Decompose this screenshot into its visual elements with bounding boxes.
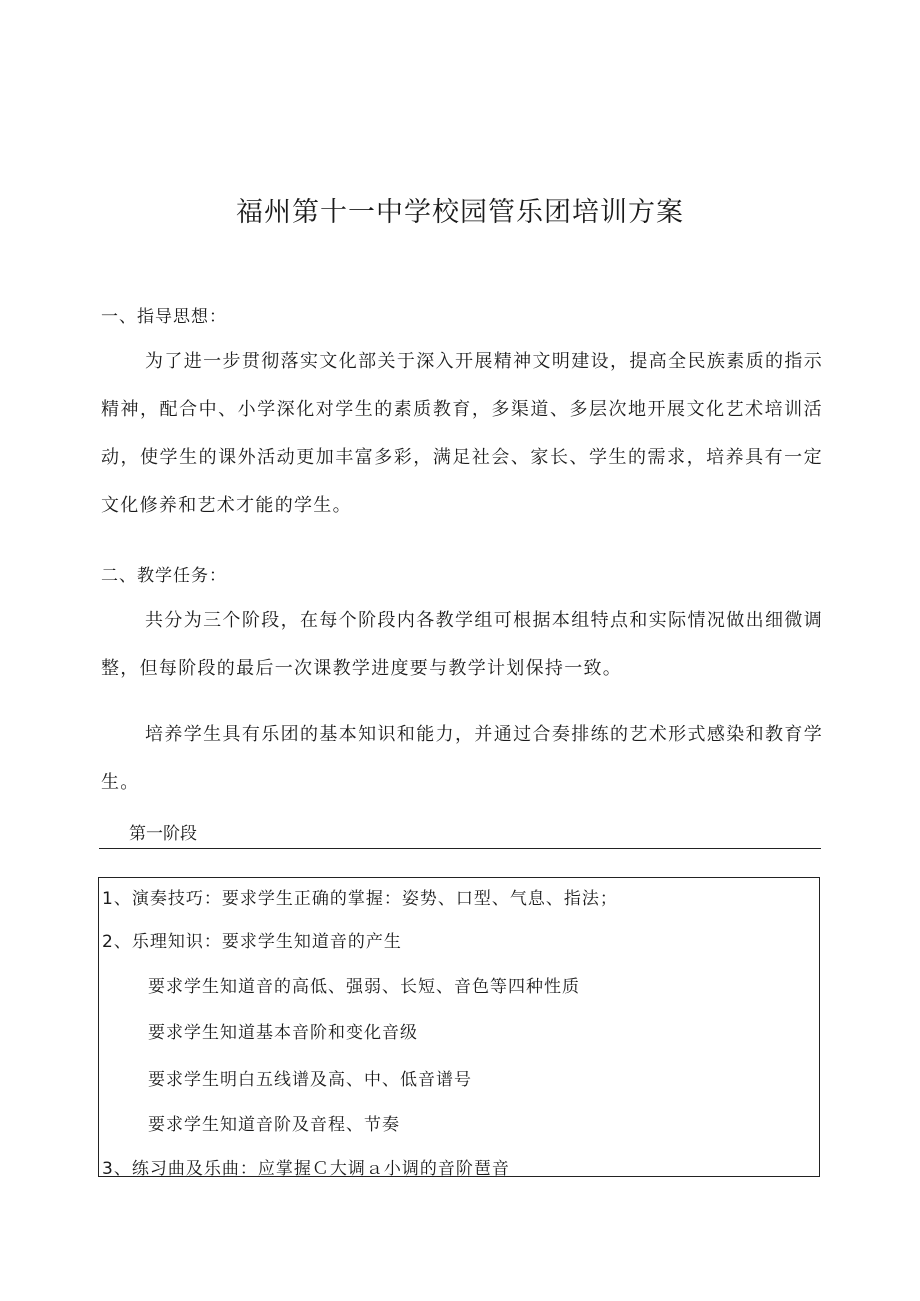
paragraph-guiding-thought: 为了进一步贯彻落实文化部关于深入开展精神文明建设，提高全民族素质的指示精神，配合中、小学深化对学生的素质教育，多渠道、多层次地开展文化艺术培训活动，使学生的课外活动更加丰富多彩，满足社会、家长、学生的需求，培养具有一定文化修养和艺术才能的学生。 <box>101 351 823 516</box>
section-heading-teaching-tasks: 二、教学任务： <box>101 566 227 586</box>
stage-item: 3、练习曲及乐曲：应掌握Ｃ大调ａ小调的音阶琶音 <box>102 1159 510 1179</box>
stage-one-label: 第一阶段 <box>129 824 197 844</box>
stage-item: 2、乐理知识：要求学生知道音的产生 <box>102 932 402 952</box>
paragraph-teaching-stages: 共分为三个阶段，在每个阶段内各教学组可根据本组特点和实际情况做出细微调整，但每阶段的最后一次课教学进度要与教学计划保持一致。 <box>101 610 823 679</box>
paragraph-teaching-goal: 培养学生具有乐团的基本知识和能力，并通过合奏排练的艺术形式感染和教育学生。 <box>101 724 823 793</box>
stage-item: 1、演奏技巧：要求学生正确的掌握：姿势、口型、气息、指法； <box>102 889 618 909</box>
document-title: 福州第十一中学校园管乐团培训方案 <box>236 197 684 228</box>
stage-subitem: 要求学生知道音阶及音程、节奏 <box>148 1115 400 1135</box>
section-divider <box>99 848 821 849</box>
stage-subitem: 要求学生明白五线谱及高、中、低音谱号 <box>148 1070 472 1090</box>
stage-subitem: 要求学生知道基本音阶和变化音级 <box>148 1023 418 1043</box>
stage-subitem: 要求学生知道音的高低、强弱、长短、音色等四种性质 <box>148 977 580 997</box>
section-heading-guiding-thought: 一、指导思想： <box>101 307 227 327</box>
stage-one-content-box <box>98 877 820 1177</box>
